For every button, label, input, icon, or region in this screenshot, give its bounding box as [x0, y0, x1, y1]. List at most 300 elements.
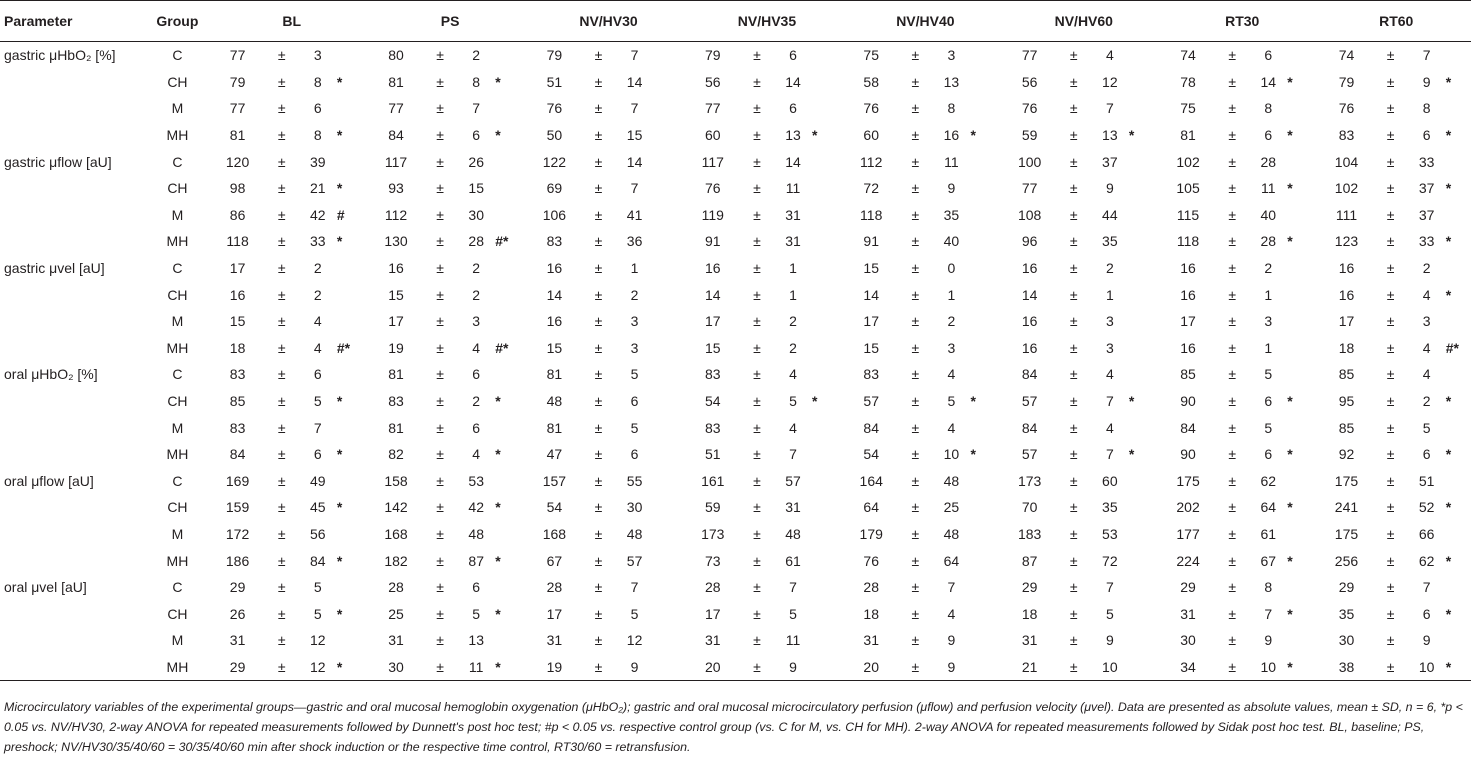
plus-minus-sign: ± [436, 206, 444, 223]
significance-marker [1127, 335, 1163, 362]
significance-marker [1444, 202, 1471, 229]
sd-cell: 4 [313, 339, 322, 356]
significance-marker [810, 547, 846, 574]
plus-minus-sign: ± [1228, 605, 1237, 622]
plus-minus-sign: ± [277, 153, 286, 170]
header-parameter: Parameter [0, 1, 142, 42]
sd-cell: 9 [1105, 180, 1114, 197]
plus-minus-sign: ± [1228, 153, 1237, 170]
sd-cell: 4 [1422, 286, 1431, 303]
significance-marker [652, 468, 688, 495]
mean-cell: 30 [371, 654, 421, 681]
significance-marker [1127, 148, 1163, 175]
mean-cell: 30 [1338, 632, 1355, 649]
parameter-name: gastric μHbO₂ [%] [4, 47, 116, 64]
plus-minus-sign: ± [277, 286, 286, 303]
mean-cell: 175 [1176, 472, 1200, 489]
mean-cell: 224 [1176, 552, 1200, 569]
plus-minus-sign: ± [753, 47, 761, 64]
plus-minus-sign: ± [1372, 654, 1410, 681]
sd-cell: 10 [943, 446, 960, 463]
significance-marker [1285, 627, 1321, 654]
plus-minus-sign: ± [436, 632, 444, 649]
significance-marker [1127, 600, 1163, 627]
group-cell: M [171, 632, 184, 649]
plus-minus-sign: ± [911, 579, 920, 596]
mean-cell: 69 [546, 180, 563, 197]
sd-cell: 30 [626, 499, 643, 516]
plus-minus-sign: ± [1228, 472, 1237, 489]
mean-cell: 84 [388, 127, 404, 144]
sd-cell: 3 [947, 47, 956, 64]
plus-minus-sign: ± [1386, 472, 1395, 489]
significance-marker: * [1445, 233, 1452, 250]
plus-minus-sign: ± [911, 499, 920, 516]
significance-marker [652, 414, 688, 441]
mean-cell: 57 [863, 393, 879, 410]
sd-cell: 62 [1418, 552, 1435, 569]
mean-cell: 83 [229, 366, 246, 383]
mean-cell: 78 [1180, 73, 1196, 90]
plus-minus-sign: ± [753, 419, 761, 436]
significance-marker [1127, 95, 1163, 122]
mean-cell: 18 [1338, 339, 1355, 356]
significance-marker [1444, 308, 1471, 335]
sd-cell: 1 [789, 260, 797, 277]
significance-marker: * [812, 127, 818, 144]
significance-marker: * [495, 552, 501, 569]
significance-marker [1444, 361, 1471, 388]
significance-marker [493, 521, 529, 548]
group-cell: C [172, 579, 183, 596]
plus-minus-sign: ± [277, 260, 286, 277]
group-cell: C [172, 47, 183, 64]
plus-minus-sign: ± [1386, 419, 1395, 436]
plus-minus-sign: ± [1228, 100, 1237, 117]
header-rt30: RT30 [1163, 1, 1321, 42]
plus-minus-sign: ± [277, 127, 286, 144]
parameter-name [0, 122, 142, 149]
significance-marker [652, 95, 688, 122]
parameter-name [0, 281, 142, 308]
sd-cell: 64 [943, 552, 960, 569]
sd-cell: 87 [468, 552, 484, 569]
table-row [0, 95, 1471, 122]
plus-minus-sign: ± [753, 206, 761, 223]
plus-minus-sign: ± [1069, 552, 1078, 569]
plus-minus-sign: ± [1069, 206, 1078, 223]
significance-marker [1444, 414, 1471, 441]
significance-marker [652, 335, 688, 362]
mean-cell: 168 [542, 525, 567, 542]
plus-minus-sign: ± [753, 579, 761, 596]
table-row [0, 441, 1471, 468]
plus-minus-sign: ± [277, 206, 286, 223]
sd-cell: 1 [947, 286, 956, 303]
mean-cell: 84 [229, 446, 246, 463]
sd-cell: 35 [1102, 499, 1118, 516]
mean-cell: 75 [1180, 100, 1196, 117]
mean-cell: 77 [229, 47, 246, 64]
sd-cell: 7 [630, 579, 639, 596]
plus-minus-sign: ± [911, 339, 920, 356]
plus-minus-sign: ± [1228, 180, 1237, 197]
mean-cell: 118 [860, 206, 883, 223]
sd-cell: 25 [943, 499, 960, 516]
significance-marker [968, 600, 1004, 627]
plus-minus-sign: ± [896, 654, 934, 681]
significance-marker [335, 255, 371, 282]
plus-minus-sign: ± [1386, 260, 1395, 277]
header-rt60: RT60 [1321, 1, 1471, 42]
significance-marker [968, 281, 1004, 308]
mean-cell: 59 [1021, 127, 1038, 144]
plus-minus-sign: ± [753, 286, 761, 303]
plus-minus-sign: ± [1386, 525, 1395, 542]
parameter-name [0, 228, 142, 255]
sd-cell: 5 [313, 605, 322, 622]
sd-cell: 49 [309, 472, 326, 489]
significance-marker [493, 414, 529, 441]
mean-cell: 118 [1176, 233, 1200, 250]
group-cell: M [171, 313, 184, 330]
mean-cell: 173 [701, 525, 725, 542]
plus-minus-sign: ± [1386, 73, 1395, 90]
significance-marker [968, 95, 1004, 122]
sd-cell: 6 [472, 579, 481, 596]
significance-marker: * [1445, 446, 1452, 463]
significance-marker [968, 228, 1004, 255]
sd-cell: 37 [1418, 180, 1435, 197]
sd-cell: 5 [313, 393, 322, 410]
table-row [0, 335, 1471, 362]
mean-cell: 172 [225, 525, 250, 542]
plus-minus-sign: ± [753, 605, 761, 622]
significance-marker [1285, 574, 1321, 601]
plus-minus-sign: ± [1386, 446, 1395, 463]
plus-minus-sign: ± [594, 206, 603, 223]
mean-cell: 256 [1334, 552, 1359, 569]
mean-cell: 96 [1021, 233, 1038, 250]
plus-minus-sign: ± [594, 632, 603, 649]
sd-cell: 42 [309, 206, 326, 223]
mean-cell: 173 [1017, 472, 1042, 489]
sd-cell: 3 [313, 47, 322, 64]
plus-minus-sign: ± [911, 73, 920, 90]
plus-minus-sign: ± [436, 233, 444, 250]
mean-cell: 16 [1021, 339, 1038, 356]
plus-minus-sign: ± [594, 153, 603, 170]
table-row [0, 308, 1471, 335]
significance-marker [810, 494, 846, 521]
parameter-name: oral μflow [aU] [4, 472, 94, 489]
plus-minus-sign: ± [911, 127, 920, 144]
significance-marker: # [336, 206, 345, 223]
significance-marker: * [1287, 233, 1293, 250]
significance-marker [810, 95, 846, 122]
sd-cell: 5 [630, 366, 639, 383]
sd-cell: 6 [472, 127, 481, 144]
parameter-name [0, 521, 142, 548]
mean-cell: 14 [546, 286, 563, 303]
sd-cell: 7 [1422, 579, 1431, 596]
sd-cell: 7 [789, 579, 797, 596]
sd-cell: 7 [630, 47, 639, 64]
mean-cell: 28 [546, 579, 563, 596]
significance-marker [652, 255, 688, 282]
plus-minus-sign: ± [1386, 579, 1395, 596]
sd-cell: 9 [934, 654, 968, 681]
table-row [0, 42, 1471, 69]
sd-cell: 13 [1102, 127, 1118, 144]
plus-minus-sign: ± [436, 579, 444, 596]
significance-marker [652, 308, 688, 335]
significance-marker [1285, 95, 1321, 122]
sd-cell: 33 [1418, 233, 1435, 250]
significance-marker: * [336, 393, 343, 410]
mean-cell: 16 [546, 313, 563, 330]
mean-cell: 59 [705, 499, 721, 516]
sd-cell: 13 [943, 73, 960, 90]
plus-minus-sign: ± [1069, 100, 1078, 117]
significance-marker [1127, 255, 1163, 282]
plus-minus-sign: ± [738, 654, 776, 681]
mean-cell: 76 [1021, 100, 1038, 117]
mean-cell: 76 [546, 100, 563, 117]
significance-marker: * [970, 446, 976, 463]
significance-marker: * [1445, 393, 1452, 410]
table-row [0, 547, 1471, 574]
plus-minus-sign: ± [436, 286, 444, 303]
group-cell: C [172, 260, 183, 277]
significance-marker [810, 255, 846, 282]
sd-cell: 2 [472, 393, 481, 410]
sd-cell: 4 [789, 366, 797, 383]
mean-cell: 112 [860, 153, 883, 170]
sd-cell: 8 [1264, 100, 1273, 117]
group-cell: C [172, 366, 183, 383]
plus-minus-sign: ± [277, 313, 286, 330]
mean-cell: 30 [1180, 632, 1196, 649]
significance-marker [968, 42, 1004, 69]
sd-cell: 7 [472, 100, 481, 117]
sd-cell: 6 [472, 419, 481, 436]
sd-cell: 5 [472, 605, 481, 622]
mean-cell: 15 [863, 260, 879, 277]
plus-minus-sign: ± [594, 180, 603, 197]
parameter-name [0, 69, 142, 96]
table-row [0, 600, 1471, 627]
header-ps: PS [371, 1, 529, 42]
sd-cell: 5 [313, 579, 322, 596]
sd-cell: 8 [472, 73, 481, 90]
significance-marker [335, 281, 371, 308]
group-cell: MH [166, 233, 189, 250]
plus-minus-sign: ± [1228, 73, 1237, 90]
mean-cell: 54 [546, 499, 563, 516]
mean-cell: 182 [384, 552, 408, 569]
significance-marker [968, 494, 1004, 521]
significance-marker [652, 361, 688, 388]
plus-minus-sign: ± [1069, 393, 1078, 410]
plus-minus-sign: ± [594, 339, 603, 356]
group-cell: M [171, 525, 184, 542]
sd-cell: 13 [785, 127, 801, 144]
mean-cell: 118 [226, 233, 249, 250]
parameter-name [0, 308, 142, 335]
significance-marker [1285, 361, 1321, 388]
plus-minus-sign: ± [277, 446, 286, 463]
plus-minus-sign: ± [277, 180, 286, 197]
plus-minus-sign: ± [436, 499, 444, 516]
mean-cell: 123 [1334, 233, 1359, 250]
significance-marker: * [1445, 499, 1452, 516]
sd-cell: 4 [789, 419, 797, 436]
mean-cell: 18 [1021, 605, 1038, 622]
header-bl: BL [213, 1, 371, 42]
plus-minus-sign: ± [436, 100, 444, 117]
sd-cell: 48 [626, 525, 643, 542]
mean-cell: 83 [229, 419, 246, 436]
mean-cell: 117 [701, 153, 724, 170]
plus-minus-sign: ± [436, 419, 444, 436]
table-row [0, 148, 1471, 175]
group-cell: CH [167, 180, 188, 197]
sd-cell: 8 [313, 73, 322, 90]
significance-marker: * [335, 654, 371, 681]
plus-minus-sign: ± [1386, 47, 1395, 64]
sd-cell: 36 [626, 233, 643, 250]
significance-marker [652, 521, 688, 548]
group-cell: CH [167, 286, 188, 303]
sd-cell: 9 [1422, 73, 1431, 90]
sd-cell: 3 [1422, 313, 1431, 330]
significance-marker [335, 95, 371, 122]
mean-cell: 20 [688, 654, 738, 681]
sd-cell: 2 [789, 339, 797, 356]
group-cell: CH [167, 73, 188, 90]
mean-cell: 77 [1021, 180, 1038, 197]
sd-cell: 6 [1422, 446, 1431, 463]
sd-cell: 61 [785, 552, 801, 569]
significance-marker [968, 255, 1004, 282]
sd-cell: 7 [313, 419, 322, 436]
sd-cell: 2 [472, 47, 481, 64]
sd-cell: 2 [630, 286, 639, 303]
significance-marker: * [1445, 605, 1452, 622]
significance-marker [810, 175, 846, 202]
sd-cell: 11 [785, 180, 801, 197]
mean-cell: 48 [546, 393, 563, 410]
plus-minus-sign: ± [277, 233, 286, 250]
group-cell: MH [166, 339, 189, 356]
parameter-name [0, 441, 142, 468]
parameter-name: oral μHbO₂ [%] [4, 366, 98, 383]
sd-cell: 9 [1105, 632, 1114, 649]
mean-cell: 51 [705, 446, 721, 463]
mean-cell: 85 [1338, 366, 1355, 383]
mean-cell: 31 [705, 632, 721, 649]
significance-marker: * [1287, 446, 1293, 463]
plus-minus-sign: ± [594, 419, 603, 436]
sd-cell: 6 [630, 393, 639, 410]
sd-cell: 14 [626, 73, 643, 90]
significance-marker [493, 308, 529, 335]
plus-minus-sign: ± [753, 313, 761, 330]
sd-cell: 60 [1102, 472, 1118, 489]
sd-cell: 6 [789, 47, 797, 64]
sd-cell: 7 [1105, 446, 1114, 463]
group-cell: CH [167, 499, 188, 516]
sd-cell: 6 [472, 366, 481, 383]
plus-minus-sign: ± [753, 446, 761, 463]
plus-minus-sign: ± [1069, 525, 1078, 542]
sd-cell: 15 [468, 180, 484, 197]
plus-minus-sign: ± [1069, 127, 1078, 144]
plus-minus-sign: ± [436, 260, 444, 277]
sd-cell: 31 [785, 499, 801, 516]
group-cell: M [171, 100, 184, 117]
mean-cell: 102 [1176, 153, 1200, 170]
sd-cell: 6 [1264, 446, 1273, 463]
significance-marker [1127, 654, 1163, 681]
sd-cell: 48 [468, 525, 484, 542]
sd-cell: 72 [1102, 552, 1118, 569]
plus-minus-sign: ± [1228, 632, 1237, 649]
mean-cell: 86 [229, 206, 246, 223]
sd-cell: 5 [1264, 366, 1273, 383]
sd-cell: 28 [1260, 153, 1277, 170]
plus-minus-sign: ± [1069, 339, 1078, 356]
sd-cell: 5 [1264, 419, 1273, 436]
sd-cell: 5 [789, 605, 797, 622]
plus-minus-sign: ± [911, 605, 920, 622]
mean-cell: 102 [1334, 180, 1359, 197]
plus-minus-sign: ± [594, 499, 603, 516]
mean-cell: 81 [388, 73, 404, 90]
plus-minus-sign: ± [753, 260, 761, 277]
mean-cell: 17 [546, 605, 563, 622]
plus-minus-sign: ± [594, 605, 603, 622]
plus-minus-sign: ± [277, 632, 286, 649]
significance-marker [493, 627, 529, 654]
parameter-name [0, 547, 142, 574]
mean-cell: 183 [1017, 525, 1042, 542]
significance-marker [810, 521, 846, 548]
sd-cell: 33 [309, 233, 326, 250]
sd-cell: 28 [468, 233, 484, 250]
significance-marker [810, 600, 846, 627]
significance-marker [1444, 521, 1471, 548]
plus-minus-sign: ± [436, 127, 444, 144]
plus-minus-sign: ± [1069, 286, 1078, 303]
mean-cell: 158 [384, 472, 408, 489]
plus-minus-sign: ± [1386, 366, 1395, 383]
plus-minus-sign: ± [277, 73, 286, 90]
sd-cell: 14 [626, 153, 643, 170]
mean-cell: 29 [1021, 579, 1038, 596]
plus-minus-sign: ± [753, 525, 761, 542]
mean-cell: 77 [705, 100, 721, 117]
plus-minus-sign: ± [753, 180, 761, 197]
mean-cell: 28 [705, 579, 721, 596]
plus-minus-sign: ± [1228, 47, 1237, 64]
sd-cell: 10 [1093, 654, 1127, 681]
mean-cell: 34 [1163, 654, 1213, 681]
sd-cell: 28 [1260, 233, 1277, 250]
mean-cell: 16 [388, 260, 404, 277]
mean-cell: 202 [1176, 499, 1200, 516]
